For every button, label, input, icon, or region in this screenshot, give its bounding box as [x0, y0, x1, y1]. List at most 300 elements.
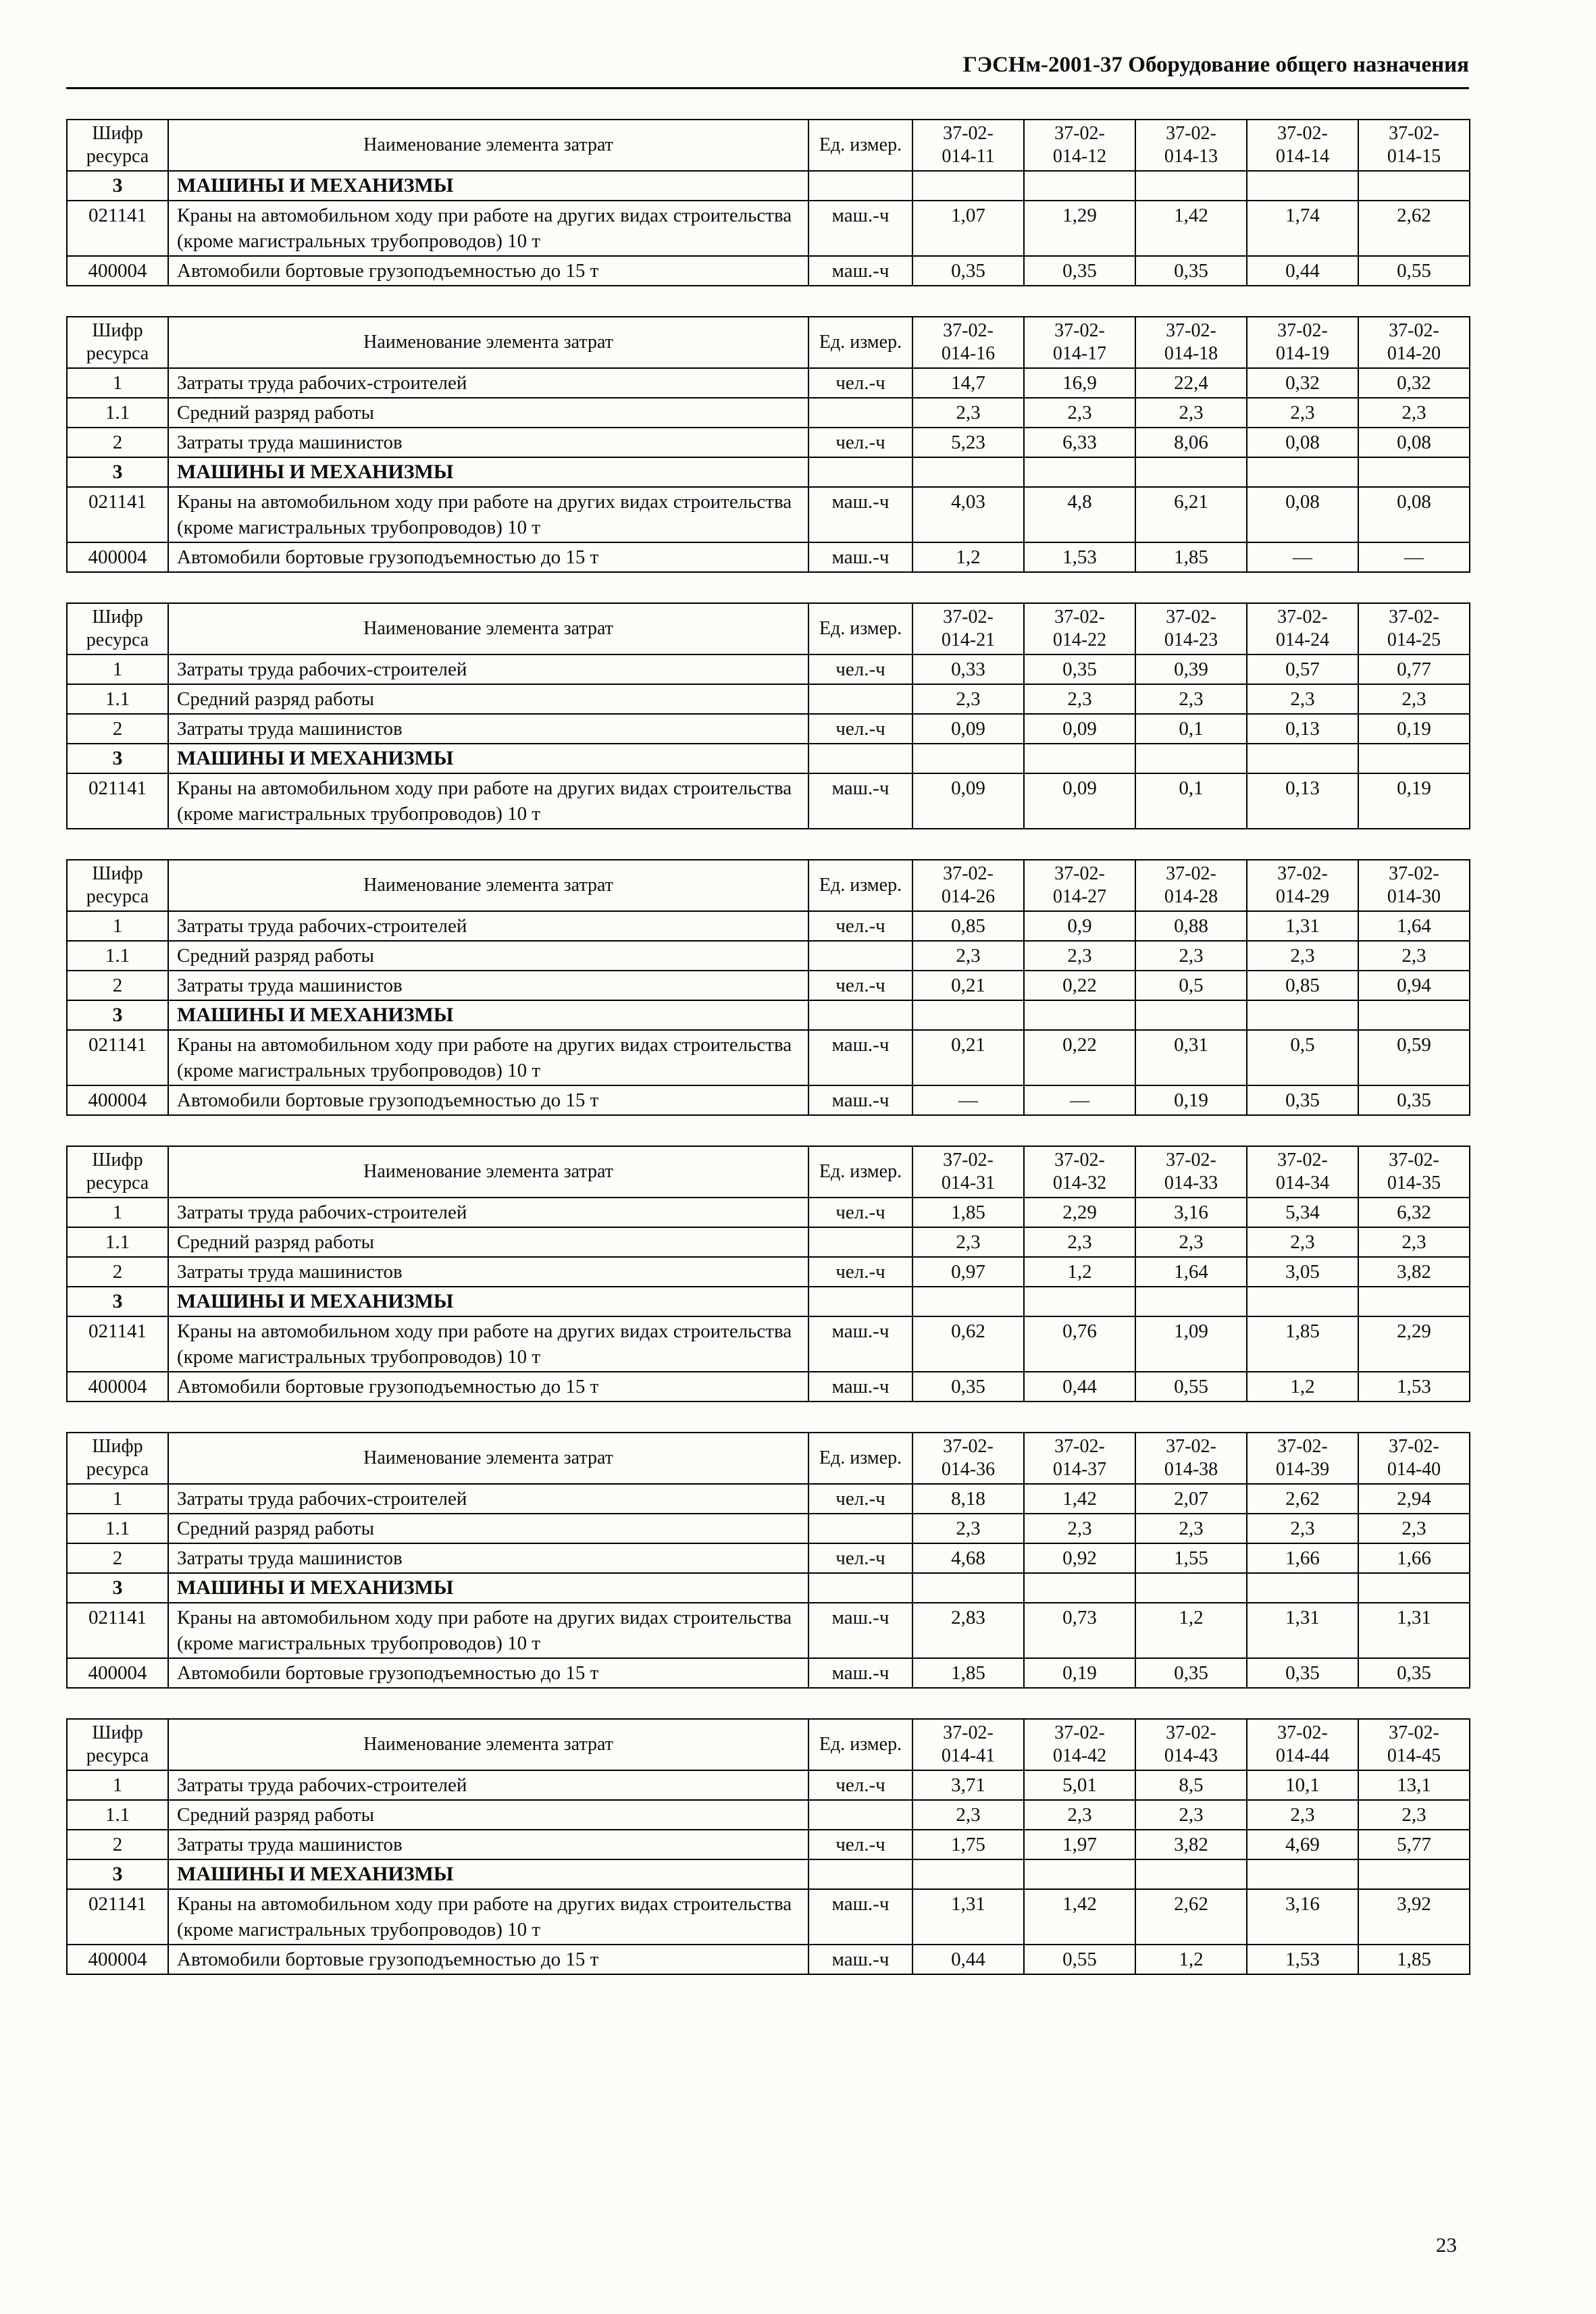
- resource-code-cell: 3: [67, 1859, 168, 1889]
- cost-element-name-cell: МАШИНЫ И МЕХАНИЗМЫ: [168, 1000, 808, 1030]
- cost-element-name-cell: Краны на автомобильном ходу при работе на других видах строительства (кроме магистральных трубопроводов) 10 т: [168, 201, 808, 256]
- value-cell: 0,19: [1358, 773, 1470, 829]
- cost-element-name-cell: Средний разряд работы: [168, 1800, 808, 1830]
- value-cell: 0,19: [1024, 1658, 1135, 1688]
- value-cell: 1,42: [1024, 1889, 1135, 1945]
- value-cell: 0,35: [1135, 1658, 1247, 1688]
- value-cell: [1358, 457, 1470, 487]
- cost-element-name-cell: Автомобили бортовые грузоподъемностью до 15 т: [168, 1085, 808, 1115]
- resource-code-cell: 3: [67, 1573, 168, 1603]
- value-cell: [1247, 744, 1358, 773]
- resource-row: [67, 1800, 1470, 1830]
- value-cell: 2,07: [1135, 1484, 1247, 1514]
- section-row: [67, 171, 1470, 201]
- value-cell: 8,5: [1135, 1770, 1247, 1800]
- value-cell: 2,3: [1024, 941, 1135, 971]
- document-content: [66, 53, 1469, 2005]
- resource-row: [67, 1514, 1470, 1543]
- header-norm-code: 37-02- 014-40: [1358, 1433, 1470, 1484]
- unit-cell: чел.-ч: [808, 1770, 912, 1800]
- value-cell: [1358, 1573, 1470, 1603]
- value-cell: 2,3: [1135, 398, 1247, 428]
- resource-code-cell: 2: [67, 1830, 168, 1859]
- value-cell: 2,62: [1247, 1484, 1358, 1514]
- cost-element-name-cell: Затраты труда машинистов: [168, 714, 808, 744]
- unit-cell: маш.-ч: [808, 1945, 912, 1974]
- header-norm-code: 37-02- 014-27: [1024, 860, 1135, 911]
- value-cell: 0,97: [912, 1257, 1024, 1287]
- resource-code-cell: 2: [67, 428, 168, 457]
- header-unit: Ед. измер.: [808, 1146, 912, 1198]
- value-cell: 2,3: [1247, 1514, 1358, 1543]
- unit-cell: [808, 744, 912, 773]
- resource-code-cell: 021141: [67, 1603, 168, 1658]
- resource-code-cell: 2: [67, 1257, 168, 1287]
- resource-code-cell: 400004: [67, 1658, 168, 1688]
- header-cost-element: Наименование элемента затрат: [168, 1146, 808, 1198]
- value-cell: 2,62: [1358, 201, 1470, 256]
- value-cell: 0,09: [1024, 714, 1135, 744]
- value-cell: [912, 457, 1024, 487]
- header-norm-code: 37-02- 014-39: [1247, 1433, 1358, 1484]
- unit-cell: [808, 1800, 912, 1830]
- table-header-row: [67, 317, 1470, 368]
- value-cell: [1135, 1287, 1247, 1316]
- resource-code-cell: 021141: [67, 1889, 168, 1945]
- resource-row: [67, 1030, 1470, 1085]
- value-cell: —: [1247, 542, 1358, 572]
- cost-element-name-cell: МАШИНЫ И МЕХАНИЗМЫ: [168, 1573, 808, 1603]
- value-cell: 2,29: [1358, 1316, 1470, 1372]
- unit-cell: маш.-ч: [808, 1316, 912, 1372]
- page-header: [66, 53, 1469, 89]
- resource-code-cell: 1.1: [67, 941, 168, 971]
- section-row: [67, 1859, 1470, 1889]
- resource-code-cell: 1: [67, 1198, 168, 1227]
- cost-element-name-cell: Краны на автомобильном ходу при работе на других видах строительства (кроме магистральных трубопроводов) 10 т: [168, 1889, 808, 1945]
- value-cell: 3,92: [1358, 1889, 1470, 1945]
- value-cell: [1135, 1859, 1247, 1889]
- value-cell: 2,3: [1358, 684, 1470, 714]
- cost-element-name-cell: Затраты труда машинистов: [168, 428, 808, 457]
- resource-code-cell: 1: [67, 368, 168, 398]
- cost-element-name-cell: Затраты труда рабочих-строителей: [168, 368, 808, 398]
- header-norm-code: 37-02- 014-43: [1135, 1719, 1247, 1770]
- header-resource-code: Шифр ресурса: [67, 1146, 168, 1198]
- value-cell: 1,2: [1024, 1257, 1135, 1287]
- value-cell: 0,22: [1024, 971, 1135, 1000]
- value-cell: 2,3: [1358, 1514, 1470, 1543]
- header-norm-code: 37-02- 014-42: [1024, 1719, 1135, 1770]
- value-cell: 1,42: [1024, 1484, 1135, 1514]
- resource-row: [67, 1889, 1470, 1945]
- value-cell: [912, 1287, 1024, 1316]
- value-cell: 3,82: [1358, 1257, 1470, 1287]
- value-cell: —: [1024, 1085, 1135, 1115]
- value-cell: 0,21: [912, 1030, 1024, 1085]
- value-cell: 10,1: [1247, 1770, 1358, 1800]
- cost-element-name-cell: Средний разряд работы: [168, 684, 808, 714]
- value-cell: 2,3: [1024, 1800, 1135, 1830]
- cost-element-name-cell: Краны на автомобильном ходу при работе на других видах строительства (кроме магистральных трубопроводов) 10 т: [168, 773, 808, 829]
- unit-cell: чел.-ч: [808, 971, 912, 1000]
- value-cell: 22,4: [1135, 368, 1247, 398]
- value-cell: 2,3: [1247, 1800, 1358, 1830]
- value-cell: 0,76: [1024, 1316, 1135, 1372]
- value-cell: 4,03: [912, 487, 1024, 542]
- resource-code-cell: 400004: [67, 542, 168, 572]
- value-cell: [1024, 1573, 1135, 1603]
- value-cell: 1,85: [1247, 1316, 1358, 1372]
- header-norm-code: 37-02- 014-23: [1135, 603, 1247, 654]
- header-norm-code: 37-02- 014-24: [1247, 603, 1358, 654]
- header-norm-code: 37-02- 014-16: [912, 317, 1024, 368]
- value-cell: 0,33: [912, 654, 1024, 684]
- value-cell: 2,3: [1358, 1227, 1470, 1257]
- value-cell: 1,64: [1358, 911, 1470, 941]
- header-norm-code: 37-02- 014-25: [1358, 603, 1470, 654]
- cost-element-name-cell: МАШИНЫ И МЕХАНИЗМЫ: [168, 744, 808, 773]
- value-cell: 0,1: [1135, 773, 1247, 829]
- header-resource-code: Шифр ресурса: [67, 317, 168, 368]
- header-norm-code: 37-02- 014-38: [1135, 1433, 1247, 1484]
- cost-element-name-cell: Краны на автомобильном ходу при работе на других видах строительства (кроме магистральных трубопроводов) 10 т: [168, 1603, 808, 1658]
- value-cell: 1,2: [1135, 1945, 1247, 1974]
- unit-cell: чел.-ч: [808, 1830, 912, 1859]
- value-cell: [1024, 744, 1135, 773]
- value-cell: [1024, 1859, 1135, 1889]
- resource-code-cell: 2: [67, 1543, 168, 1573]
- value-cell: —: [1358, 542, 1470, 572]
- value-cell: 3,16: [1247, 1889, 1358, 1945]
- cost-element-name-cell: Средний разряд работы: [168, 1514, 808, 1543]
- cost-element-name-cell: МАШИНЫ И МЕХАНИЗМЫ: [168, 1859, 808, 1889]
- cost-element-name-cell: Автомобили бортовые грузоподъемностью до 15 т: [168, 256, 808, 286]
- cost-table: [66, 1718, 1470, 1975]
- value-cell: 3,82: [1135, 1830, 1247, 1859]
- cost-element-name-cell: Автомобили бортовые грузоподъемностью до 15 т: [168, 1372, 808, 1402]
- value-cell: 2,3: [1135, 1514, 1247, 1543]
- value-cell: 6,32: [1358, 1198, 1470, 1227]
- value-cell: [912, 1573, 1024, 1603]
- cost-element-name-cell: Затраты труда рабочих-строителей: [168, 654, 808, 684]
- value-cell: 1,74: [1247, 201, 1358, 256]
- resource-row: [67, 1227, 1470, 1257]
- value-cell: 0,35: [1358, 1085, 1470, 1115]
- resource-row: [67, 911, 1470, 941]
- cost-element-name-cell: МАШИНЫ И МЕХАНИЗМЫ: [168, 1287, 808, 1316]
- header-resource-code: Шифр ресурса: [67, 120, 168, 171]
- header-norm-code: 37-02- 014-17: [1024, 317, 1135, 368]
- cost-element-name-cell: Средний разряд работы: [168, 941, 808, 971]
- unit-cell: чел.-ч: [808, 654, 912, 684]
- resource-row: [67, 1603, 1470, 1658]
- value-cell: 2,3: [1247, 398, 1358, 428]
- cost-table: [66, 119, 1470, 286]
- resource-row: [67, 542, 1470, 572]
- resource-code-cell: 3: [67, 1000, 168, 1030]
- value-cell: [1024, 1000, 1135, 1030]
- value-cell: 2,3: [1247, 1227, 1358, 1257]
- resource-code-cell: 1: [67, 1484, 168, 1514]
- resource-row: [67, 1085, 1470, 1115]
- value-cell: 0,08: [1247, 428, 1358, 457]
- value-cell: [1024, 457, 1135, 487]
- header-norm-code: 37-02- 014-15: [1358, 120, 1470, 171]
- value-cell: 0,88: [1135, 911, 1247, 941]
- resource-row: [67, 654, 1470, 684]
- value-cell: 5,77: [1358, 1830, 1470, 1859]
- header-norm-code: 37-02- 014-29: [1247, 860, 1358, 911]
- cost-element-name-cell: Затраты труда машинистов: [168, 971, 808, 1000]
- unit-cell: маш.-ч: [808, 773, 912, 829]
- resource-code-cell: 1.1: [67, 1514, 168, 1543]
- unit-cell: чел.-ч: [808, 1484, 912, 1514]
- value-cell: 0,44: [1247, 256, 1358, 286]
- header-norm-code: 37-02- 014-44: [1247, 1719, 1358, 1770]
- value-cell: 1,09: [1135, 1316, 1247, 1372]
- unit-cell: маш.-ч: [808, 256, 912, 286]
- value-cell: 0,31: [1135, 1030, 1247, 1085]
- value-cell: 2,3: [912, 398, 1024, 428]
- value-cell: 0,13: [1247, 714, 1358, 744]
- value-cell: 0,85: [912, 911, 1024, 941]
- cost-table: [66, 1146, 1470, 1402]
- header-norm-code: 37-02- 014-18: [1135, 317, 1247, 368]
- unit-cell: [808, 941, 912, 971]
- value-cell: 0,09: [912, 714, 1024, 744]
- value-cell: 4,8: [1024, 487, 1135, 542]
- value-cell: 2,3: [1024, 1514, 1135, 1543]
- value-cell: 1,85: [1358, 1945, 1470, 1974]
- resource-code-cell: 400004: [67, 256, 168, 286]
- header-norm-code: 37-02- 014-45: [1358, 1719, 1470, 1770]
- resource-row: [67, 714, 1470, 744]
- value-cell: 0,73: [1024, 1603, 1135, 1658]
- header-resource-code: Шифр ресурса: [67, 1719, 168, 1770]
- value-cell: [912, 1859, 1024, 1889]
- value-cell: 1,85: [912, 1198, 1024, 1227]
- value-cell: 0,59: [1358, 1030, 1470, 1085]
- header-cost-element: Наименование элемента затрат: [168, 603, 808, 654]
- header-cost-element: Наименование элемента затрат: [168, 860, 808, 911]
- resource-code-cell: 3: [67, 171, 168, 201]
- value-cell: 1,64: [1135, 1257, 1247, 1287]
- value-cell: 1,66: [1247, 1543, 1358, 1573]
- value-cell: 2,3: [912, 684, 1024, 714]
- value-cell: [1358, 1287, 1470, 1316]
- header-unit: Ед. измер.: [808, 317, 912, 368]
- unit-cell: чел.-ч: [808, 428, 912, 457]
- value-cell: 1,66: [1358, 1543, 1470, 1573]
- value-cell: 0,22: [1024, 1030, 1135, 1085]
- value-cell: 0,13: [1247, 773, 1358, 829]
- resource-row: [67, 201, 1470, 256]
- value-cell: 0,5: [1135, 971, 1247, 1000]
- header-norm-code: 37-02- 014-22: [1024, 603, 1135, 654]
- value-cell: 2,3: [1135, 1227, 1247, 1257]
- value-cell: [1358, 1859, 1470, 1889]
- resource-row: [67, 1543, 1470, 1573]
- resource-code-cell: 021141: [67, 1030, 168, 1085]
- value-cell: 2,3: [912, 1227, 1024, 1257]
- value-cell: 0,55: [1135, 1372, 1247, 1402]
- resource-row: [67, 398, 1470, 428]
- table-header-row: [67, 1719, 1470, 1770]
- value-cell: 0,5: [1247, 1030, 1358, 1085]
- unit-cell: маш.-ч: [808, 1603, 912, 1658]
- value-cell: 3,71: [912, 1770, 1024, 1800]
- unit-cell: [808, 171, 912, 201]
- value-cell: 0,32: [1247, 368, 1358, 398]
- header-resource-code: Шифр ресурса: [67, 1433, 168, 1484]
- header-unit: Ед. измер.: [808, 120, 912, 171]
- unit-cell: чел.-ч: [808, 714, 912, 744]
- resource-row: [67, 1658, 1470, 1688]
- resource-code-cell: 3: [67, 457, 168, 487]
- resource-code-cell: 3: [67, 744, 168, 773]
- cost-element-name-cell: Затраты труда рабочих-строителей: [168, 1484, 808, 1514]
- value-cell: 1,31: [1247, 911, 1358, 941]
- cost-element-name-cell: Автомобили бортовые грузоподъемностью до 15 т: [168, 1658, 808, 1688]
- header-norm-code: 37-02- 014-36: [912, 1433, 1024, 1484]
- unit-cell: маш.-ч: [808, 1889, 912, 1945]
- header-norm-code: 37-02- 014-26: [912, 860, 1024, 911]
- unit-cell: [808, 457, 912, 487]
- header-cost-element: Наименование элемента затрат: [168, 317, 808, 368]
- header-norm-code: 37-02- 014-34: [1247, 1146, 1358, 1198]
- value-cell: 2,3: [912, 1800, 1024, 1830]
- unit-cell: [808, 398, 912, 428]
- unit-cell: чел.-ч: [808, 368, 912, 398]
- resource-row: [67, 1316, 1470, 1372]
- table-header-row: [67, 1433, 1470, 1484]
- value-cell: 2,3: [1358, 1800, 1470, 1830]
- unit-cell: маш.-ч: [808, 1372, 912, 1402]
- header-norm-code: 37-02- 014-12: [1024, 120, 1135, 171]
- resource-row: [67, 428, 1470, 457]
- value-cell: 2,29: [1024, 1198, 1135, 1227]
- value-cell: 0,9: [1024, 911, 1135, 941]
- value-cell: 5,34: [1247, 1198, 1358, 1227]
- value-cell: 0,19: [1358, 714, 1470, 744]
- resource-row: [67, 773, 1470, 829]
- value-cell: 6,33: [1024, 428, 1135, 457]
- value-cell: 0,35: [912, 256, 1024, 286]
- value-cell: 6,21: [1135, 487, 1247, 542]
- cost-element-name-cell: Затраты труда машинистов: [168, 1543, 808, 1573]
- resource-code-cell: 1: [67, 1770, 168, 1800]
- header-norm-code: 37-02- 014-30: [1358, 860, 1470, 911]
- value-cell: 16,9: [1024, 368, 1135, 398]
- cost-element-name-cell: МАШИНЫ И МЕХАНИЗМЫ: [168, 171, 808, 201]
- value-cell: [1024, 1287, 1135, 1316]
- header-unit: Ед. измер.: [808, 603, 912, 654]
- value-cell: 0,39: [1135, 654, 1247, 684]
- header-resource-code: Шифр ресурса: [67, 860, 168, 911]
- value-cell: [1024, 171, 1135, 201]
- section-row: [67, 1573, 1470, 1603]
- value-cell: 0,35: [1024, 654, 1135, 684]
- header-norm-code: 37-02- 014-35: [1358, 1146, 1470, 1198]
- resource-code-cell: 021141: [67, 487, 168, 542]
- value-cell: 0,08: [1358, 487, 1470, 542]
- resource-code-cell: 021141: [67, 773, 168, 829]
- cost-element-name-cell: Автомобили бортовые грузоподъемностью до 15 т: [168, 542, 808, 572]
- value-cell: 8,06: [1135, 428, 1247, 457]
- resource-code-cell: 3: [67, 1287, 168, 1316]
- table-header-row: [67, 1146, 1470, 1198]
- cost-table: [66, 316, 1470, 573]
- value-cell: [1135, 171, 1247, 201]
- value-cell: 0,77: [1358, 654, 1470, 684]
- unit-cell: [808, 1000, 912, 1030]
- unit-cell: [808, 1514, 912, 1543]
- value-cell: 2,3: [1358, 398, 1470, 428]
- value-cell: 0,21: [912, 971, 1024, 1000]
- resource-row: [67, 256, 1470, 286]
- value-cell: 1,31: [1247, 1603, 1358, 1658]
- resource-row: [67, 487, 1470, 542]
- value-cell: [1135, 1573, 1247, 1603]
- unit-cell: чел.-ч: [808, 1543, 912, 1573]
- header-norm-code: 37-02- 014-11: [912, 120, 1024, 171]
- unit-cell: чел.-ч: [808, 1257, 912, 1287]
- value-cell: 0,55: [1024, 1945, 1135, 1974]
- value-cell: 1,2: [1247, 1372, 1358, 1402]
- resource-code-cell: 021141: [67, 201, 168, 256]
- value-cell: 0,1: [1135, 714, 1247, 744]
- value-cell: 1,29: [1024, 201, 1135, 256]
- value-cell: 0,62: [912, 1316, 1024, 1372]
- resource-code-cell: 400004: [67, 1945, 168, 1974]
- value-cell: 2,3: [1135, 941, 1247, 971]
- resource-row: [67, 941, 1470, 971]
- value-cell: 4,69: [1247, 1830, 1358, 1859]
- header-unit: Ед. измер.: [808, 1433, 912, 1484]
- cost-element-name-cell: Автомобили бортовые грузоподъемностью до 15 т: [168, 1945, 808, 1974]
- value-cell: 2,3: [1135, 1800, 1247, 1830]
- value-cell: 2,3: [912, 1514, 1024, 1543]
- cost-element-name-cell: Затраты труда машинистов: [168, 1830, 808, 1859]
- resource-code-cell: 1: [67, 911, 168, 941]
- table-header-row: [67, 860, 1470, 911]
- value-cell: 2,3: [1024, 398, 1135, 428]
- resource-row: [67, 1372, 1470, 1402]
- cost-element-name-cell: Затраты труда машинистов: [168, 1257, 808, 1287]
- value-cell: 2,3: [1024, 1227, 1135, 1257]
- cost-element-name-cell: Краны на автомобильном ходу при работе на других видах строительства (кроме магистральных трубопроводов) 10 т: [168, 487, 808, 542]
- value-cell: 1,31: [1358, 1603, 1470, 1658]
- value-cell: [1247, 1573, 1358, 1603]
- value-cell: 2,83: [912, 1603, 1024, 1658]
- resource-row: [67, 1257, 1470, 1287]
- value-cell: [1135, 1000, 1247, 1030]
- resource-row: [67, 368, 1470, 398]
- value-cell: [912, 1000, 1024, 1030]
- unit-cell: маш.-ч: [808, 1030, 912, 1085]
- header-norm-code: 37-02- 014-32: [1024, 1146, 1135, 1198]
- value-cell: 0,35: [1135, 256, 1247, 286]
- value-cell: [1135, 744, 1247, 773]
- value-cell: 8,18: [912, 1484, 1024, 1514]
- value-cell: 0,08: [1247, 487, 1358, 542]
- resource-code-cell: 1.1: [67, 1227, 168, 1257]
- table-header-row: [67, 120, 1470, 171]
- value-cell: —: [912, 1085, 1024, 1115]
- resource-row: [67, 684, 1470, 714]
- value-cell: 2,3: [1024, 684, 1135, 714]
